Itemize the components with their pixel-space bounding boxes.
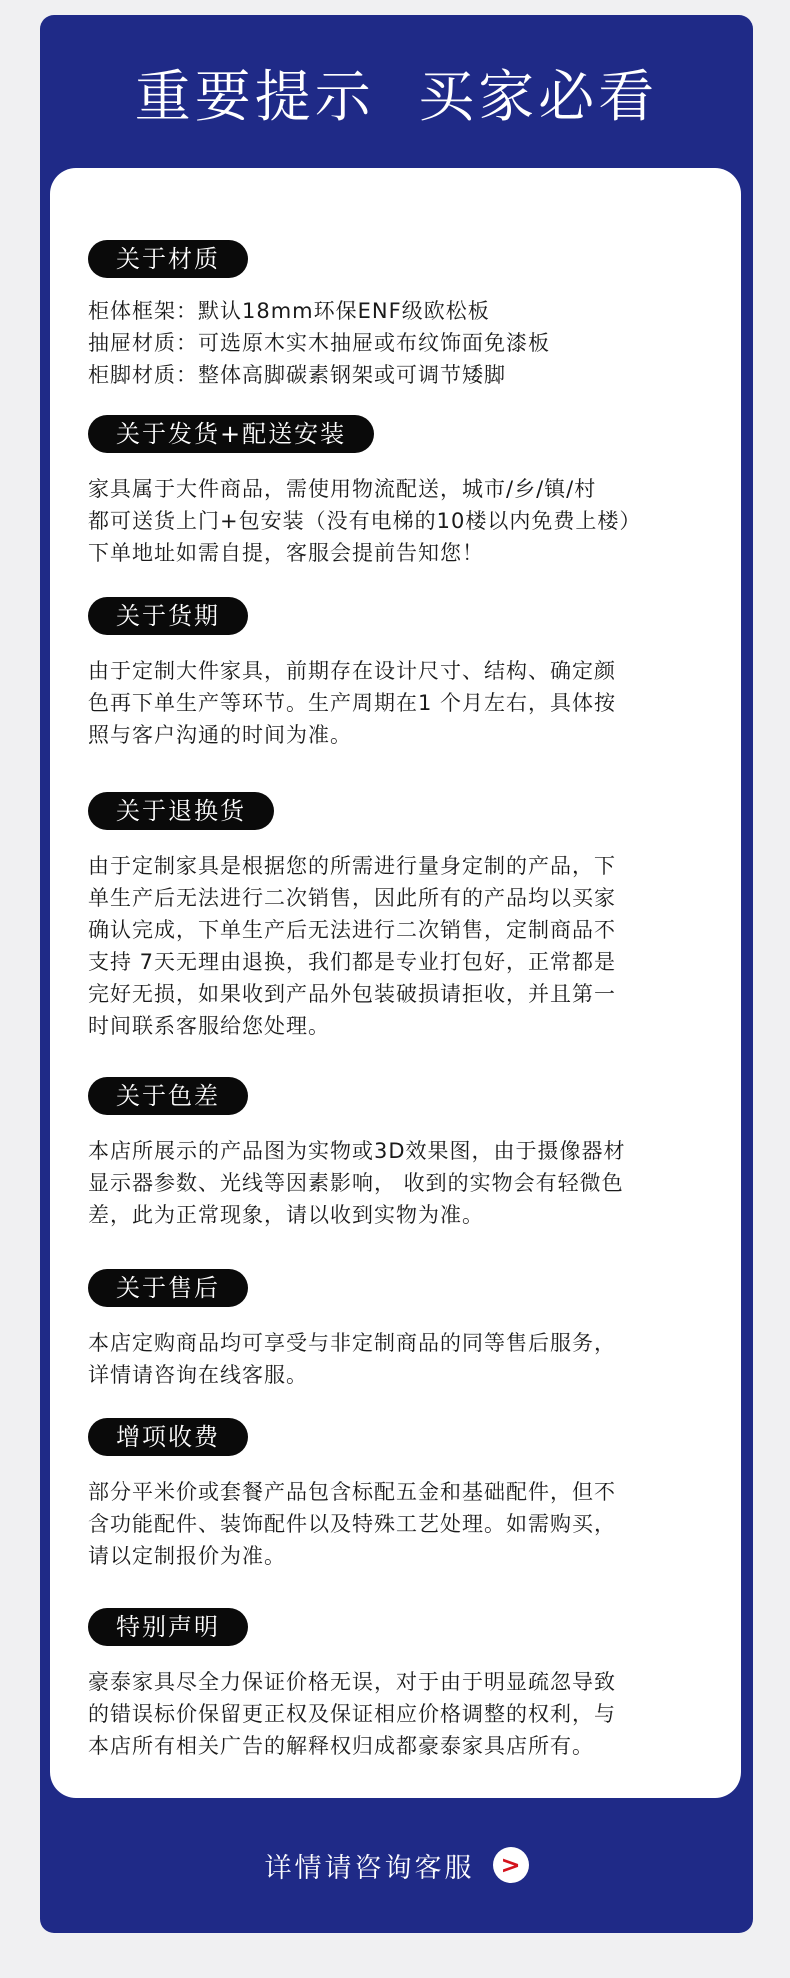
section-tag-color-difference: 关于色差 (88, 1077, 248, 1115)
text-line: 豪泰家具尽全力保证价格无误，对于由于明显疏忽导致 (88, 1670, 616, 1694)
text-line: 的错误标价保留更正权及保证相应价格调整的权利，与 (88, 1702, 616, 1726)
text-line: 时间联系客服给您处理。 (88, 1014, 330, 1038)
text-line: 都可送货上门+包安装（没有电梯的10楼以内免费上楼） (88, 509, 642, 533)
notice-panel (40, 15, 753, 1933)
section-tag-after-sales: 关于售后 (88, 1269, 248, 1307)
contact-service-link[interactable] (40, 1837, 753, 1893)
text-line: 下单地址如需自提，客服会提前告知您！ (88, 541, 484, 565)
notice-card (50, 168, 741, 1798)
chevron-right-icon[interactable]: > (493, 1847, 529, 1883)
text-line: 本店所展示的产品图为实物或3D效果图，由于摄像器材 (88, 1139, 626, 1163)
text-line: 照与客户沟通的时间为准。 (88, 723, 352, 747)
section-tag-material: 关于材质 (88, 240, 248, 278)
section-text-extra-fees (88, 1476, 728, 1572)
section-text-disclaimer (88, 1666, 728, 1762)
text-line: 本店所有相关广告的解释权归成都豪泰家具店所有。 (88, 1734, 594, 1758)
text-line: 柜脚材质：整体高脚碳素钢架或可调节矮脚 (88, 363, 506, 387)
text-line: 柜体框架：默认18mm环保ENF级欧松板 (88, 299, 490, 323)
section-text-returns (88, 850, 728, 1042)
text-line: 由于定制大件家具，前期存在设计尺寸、结构、确定颜 (88, 659, 616, 683)
page-title: 重要提示 买家必看 (134, 65, 659, 130)
text-line: 单生产后无法进行二次销售，因此所有的产品均以买家 (88, 886, 616, 910)
section-tag-extra-fees: 增项收费 (88, 1418, 248, 1456)
text-line: 家具属于大件商品，需使用物流配送，城市/乡/镇/村 (88, 477, 597, 501)
text-line: 部分平米价或套餐产品包含标配五金和基础配件，但不 (88, 1480, 616, 1504)
section-tag-disclaimer: 特别声明 (88, 1608, 248, 1646)
section-tag-returns: 关于退换货 (88, 792, 274, 830)
text-line: 完好无损，如果收到产品外包装破损请拒收，并且第一 (88, 982, 616, 1006)
text-line: 由于定制家具是根据您的所需进行量身定制的产品，下 (88, 854, 616, 878)
text-line: 本店定购商品均可享受与非定制商品的同等售后服务， (88, 1331, 616, 1355)
text-line: 支持 7天无理由退换，我们都是专业打包好，正常都是 (88, 950, 617, 974)
text-line: 显示器参数、光线等因素影响， 收到的实物会有轻微色 (88, 1171, 624, 1195)
text-line: 差，此为正常现象，请以收到实物为准。 (88, 1203, 484, 1227)
text-line: 抽屉材质：可选原木实木抽屉或布纹饰面免漆板 (88, 331, 550, 355)
text-line: 含功能配件、装饰配件以及特殊工艺处理。如需购买， (88, 1512, 616, 1536)
section-tag-delivery: 关于发货+配送安装 (88, 415, 374, 453)
text-line: 请以定制报价为准。 (88, 1544, 286, 1568)
text-line: 色再下单生产等环节。生产周期在1 个月左右，具体按 (88, 691, 617, 715)
text-line: 确认完成，下单生产后无法进行二次销售，定制商品不 (88, 918, 616, 942)
section-text-after-sales (88, 1327, 728, 1391)
section-text-lead-time (88, 655, 728, 751)
section-text-material (88, 295, 728, 391)
section-text-delivery (88, 473, 728, 569)
section-text-color-difference (88, 1135, 728, 1231)
section-tag-lead-time: 关于货期 (88, 597, 248, 635)
text-line: 详情请咨询在线客服。 (88, 1363, 308, 1387)
contact-service-label[interactable]: 详情请咨询客服 (264, 1852, 475, 1884)
